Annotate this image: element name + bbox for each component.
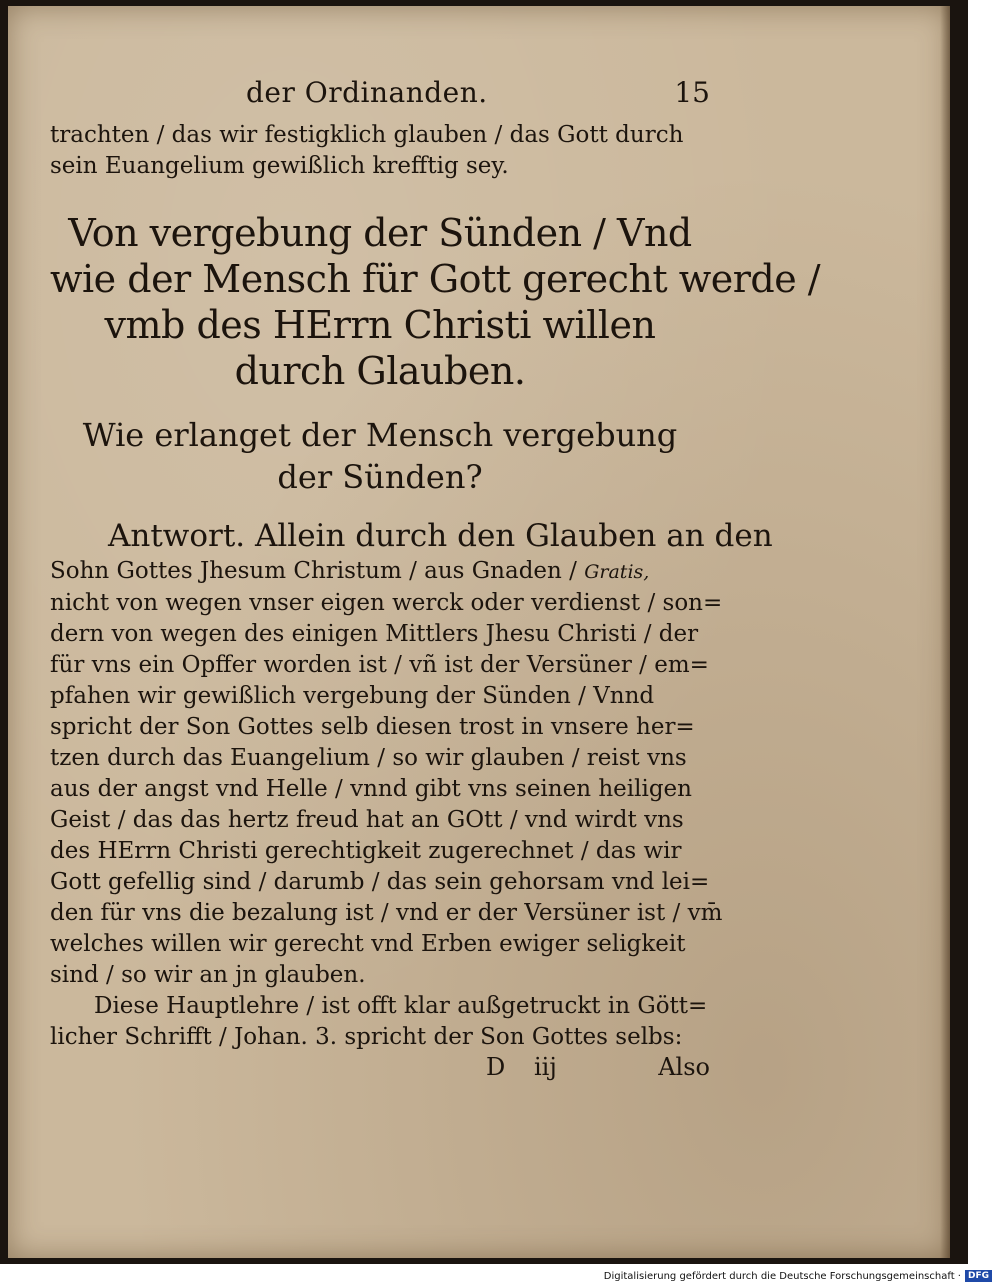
question-line: der Sünden?	[277, 458, 483, 496]
digitization-footer	[604, 1270, 992, 1282]
heading-line: durch Glauben.	[234, 349, 526, 393]
answer-line: spricht der Son Gottes selb diesen trost in vnsere her=	[50, 714, 695, 740]
answer-line: für vns ein Opffer worden ist / vñ ist der Versüner / em=	[50, 652, 709, 678]
answer-paragraph	[50, 516, 773, 991]
answer-line: welches willen wir gerecht vnd Erben ewiger seligkeit	[50, 931, 686, 957]
running-head	[50, 76, 710, 120]
page-number: 15	[674, 76, 710, 109]
section-heading	[50, 210, 821, 394]
closing-line: licher Schrifft / Johan. 3. spricht der Son Gottes selbs:	[50, 1024, 683, 1050]
question-heading	[50, 414, 710, 498]
heading-line: Von vergebung der Sünden / Vnd	[68, 211, 692, 255]
intro-line: trachten / das wir festigklich glauben / das Gott durch	[50, 122, 684, 148]
signature-number: iij	[534, 1053, 557, 1081]
footer-text: Digitalisierung gefördert durch die Deutsche Forschungsgemeinschaft ·	[603, 1270, 961, 1282]
answer-line: nicht von wegen vnser eigen werck oder verdienst / son=	[50, 590, 723, 616]
running-title: der Ordinanden.	[246, 76, 488, 109]
answer-line: tzen durch das Euangelium / so wir glauben / reist vns	[50, 745, 687, 771]
page-text	[50, 76, 821, 1087]
signature-line	[50, 1053, 710, 1087]
gratis-word: Gratis,	[584, 561, 650, 583]
intro-line: sein Euangelium gewißlich krefftig sey.	[50, 153, 509, 179]
answer-line: den für vns die bezalung ist / vnd er der Versüner ist / vm̄	[50, 900, 723, 926]
answer-line: des HErrn Christi gerechtigkeit zugerechnet / das wir	[50, 838, 682, 864]
dfg-logo: DFG	[965, 1270, 992, 1282]
closing-paragraph	[50, 991, 710, 1053]
answer-line: dern von wegen des einigen Mittlers Jhesu Christi / der	[50, 621, 699, 647]
answer-line: Gott gefellig sind / darumb / das sein gehorsam vnd lei=	[50, 869, 710, 895]
answer-line: aus der angst vnd Helle / vnnd gibt vns seinen heiligen	[50, 776, 692, 802]
catchword: Also	[658, 1053, 710, 1081]
heading-line: vmb des HErrn Christi willen	[104, 303, 656, 347]
answer-line: pfahen wir gewißlich vergebung der Sünden / Vnnd	[50, 683, 655, 709]
answer-line	[50, 556, 710, 588]
intro-paragraph	[50, 120, 710, 182]
signature-mark: D	[486, 1053, 506, 1081]
question-line: Wie erlanget der Mensch vergebung	[82, 416, 678, 454]
answer-line: Geist / das das hertz freud hat an GOtt / vnd wirdt vns	[50, 807, 684, 833]
answer-first-line: Antwort. Allein durch den Glauben an den	[108, 518, 773, 554]
answer-line-text: Sohn Gottes Jhesum Christum / aus Gnaden /	[50, 558, 577, 584]
answer-line: sind / so wir an jn glauben.	[50, 962, 366, 988]
heading-line: wie der Mensch für Gott gerecht werde /	[50, 257, 821, 301]
closing-line: Diese Hauptlehre / ist offt klar außgetruckt in Gött=	[94, 993, 708, 1019]
page-edge-shadow	[940, 6, 950, 1258]
